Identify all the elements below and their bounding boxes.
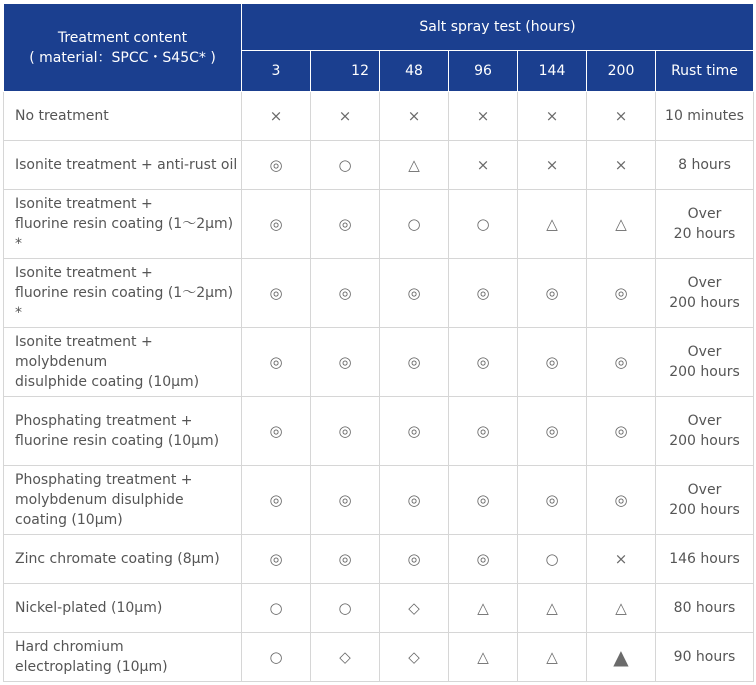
result-cell [242, 397, 311, 466]
result-symbol: ○ [338, 599, 352, 617]
result-cell [242, 141, 311, 190]
result-cell [587, 141, 656, 190]
result-symbol: ○ [269, 599, 283, 617]
result-symbol: ○ [545, 550, 559, 568]
treatment-cell [4, 259, 242, 328]
result-symbol: ◎ [269, 422, 283, 440]
result-symbol: ◎ [269, 491, 283, 509]
header-hour: 3 [242, 51, 311, 92]
rust-time-cell [656, 633, 754, 682]
result-cell [311, 141, 380, 190]
result-cell [449, 633, 518, 682]
result-symbol: × [614, 156, 628, 174]
rust-time-line: 200 hours [669, 502, 740, 518]
rust-time-cell [656, 535, 754, 584]
result-cell [518, 92, 587, 141]
result-cell [380, 141, 449, 190]
result-cell [242, 328, 311, 397]
rust-time-line: 146 hours [669, 551, 740, 567]
result-symbol: × [614, 550, 628, 568]
treatment-cell [4, 466, 242, 535]
salt-spray-table [3, 3, 754, 682]
result-symbol: ◎ [476, 353, 490, 371]
result-symbol: × [545, 156, 559, 174]
result-symbol: × [476, 107, 490, 125]
result-symbol: △ [615, 215, 627, 233]
result-cell [242, 259, 311, 328]
result-symbol: ◎ [545, 491, 559, 509]
treatment-line: electroplating (10μm) [15, 659, 168, 675]
result-symbol: ◎ [614, 284, 628, 302]
result-cell [518, 633, 587, 682]
result-cell [311, 584, 380, 633]
treatment-cell [4, 190, 242, 259]
result-symbol: ◎ [407, 422, 421, 440]
result-cell [311, 259, 380, 328]
rust-time-cell [656, 466, 754, 535]
rust-time-cell [656, 328, 754, 397]
result-cell [311, 466, 380, 535]
result-symbol: ◎ [269, 215, 283, 233]
rust-time-line: 10 minutes [665, 108, 744, 124]
result-symbol: × [545, 107, 559, 125]
result-cell [587, 584, 656, 633]
result-cell [518, 190, 587, 259]
table-row [4, 141, 754, 190]
result-cell [380, 190, 449, 259]
result-cell [380, 259, 449, 328]
result-cell [449, 397, 518, 466]
header-treatment-title: Treatment content [57, 29, 188, 46]
treatment-line: fluorine resin coating (10μm) [15, 433, 220, 449]
result-cell [449, 141, 518, 190]
table-row [4, 584, 754, 633]
rust-time-line: Over [687, 275, 722, 291]
rust-time-line: 200 hours [669, 364, 740, 380]
result-cell [518, 584, 587, 633]
result-symbol: ○ [269, 648, 283, 666]
result-symbol: ◎ [338, 353, 352, 371]
header-hour: 144 [518, 51, 587, 92]
treatment-line: Nickel-plated (10μm) [15, 600, 163, 616]
treatment-line: Zinc chromate coating (8μm) [15, 551, 220, 567]
result-symbol: × [407, 107, 421, 125]
result-symbol: ◎ [338, 491, 352, 509]
result-cell [518, 328, 587, 397]
result-cell [449, 584, 518, 633]
result-symbol: ▲ [613, 645, 629, 669]
header-treatment-material: ( material：SPCC・S45C* ) [29, 49, 216, 66]
result-symbol: × [338, 107, 352, 125]
result-cell [449, 535, 518, 584]
result-cell [311, 535, 380, 584]
treatment-line: No treatment [15, 108, 109, 124]
result-symbol: ◎ [476, 422, 490, 440]
result-cell [242, 190, 311, 259]
rust-time-line: Over [687, 206, 722, 222]
result-symbol: ○ [476, 215, 490, 233]
result-cell [311, 397, 380, 466]
result-cell [587, 466, 656, 535]
result-cell [449, 190, 518, 259]
header-salt-spray: Salt spray test (hours) [242, 4, 754, 51]
rust-time-cell [656, 397, 754, 466]
result-symbol: ◎ [545, 422, 559, 440]
result-symbol: × [614, 107, 628, 125]
rust-time-cell [656, 190, 754, 259]
result-symbol: ◎ [614, 353, 628, 371]
result-symbol: ◎ [338, 422, 352, 440]
rust-time-line: Over [687, 482, 722, 498]
rust-time-line: Over [687, 413, 722, 429]
treatment-line: molybdenum disulphide [15, 492, 184, 508]
treatment-line: Isonite treatment + [15, 265, 153, 281]
result-cell [518, 466, 587, 535]
result-cell [242, 466, 311, 535]
table-row [4, 466, 754, 535]
treatment-line: coating (10μm) [15, 512, 123, 528]
result-cell [518, 141, 587, 190]
result-cell [587, 328, 656, 397]
treatment-cell [4, 141, 242, 190]
result-symbol: △ [546, 599, 558, 617]
header-treatment-content [4, 4, 242, 92]
result-symbol: ◎ [407, 353, 421, 371]
rust-time-line: 80 hours [673, 600, 736, 616]
result-cell [380, 535, 449, 584]
result-symbol: ◎ [545, 353, 559, 371]
result-cell [380, 92, 449, 141]
treatment-line: fluorine resin coating (1～2μm) * [15, 216, 234, 252]
header-hour: 12 [311, 51, 380, 92]
result-symbol: ◇ [408, 599, 420, 617]
result-cell [311, 328, 380, 397]
rust-time-cell [656, 584, 754, 633]
result-symbol: ◎ [545, 284, 559, 302]
result-cell [380, 466, 449, 535]
result-cell [587, 259, 656, 328]
result-cell [311, 633, 380, 682]
result-symbol: △ [615, 599, 627, 617]
rust-time-line: 20 hours [673, 226, 736, 242]
treatment-line: Phosphating treatment + [15, 472, 193, 488]
result-cell [380, 633, 449, 682]
result-cell [518, 535, 587, 584]
header-rust-time: Rust time [656, 51, 754, 92]
result-cell [380, 584, 449, 633]
result-symbol: × [476, 156, 490, 174]
rust-time-cell [656, 141, 754, 190]
result-cell [311, 190, 380, 259]
treatment-cell [4, 328, 242, 397]
result-cell [587, 535, 656, 584]
result-cell [242, 633, 311, 682]
result-symbol: △ [546, 648, 558, 666]
result-symbol: ○ [407, 215, 421, 233]
result-cell [587, 397, 656, 466]
result-cell [380, 397, 449, 466]
treatment-line: fluorine resin coating (1～2μm) * [15, 285, 234, 321]
rust-time-cell [656, 259, 754, 328]
result-symbol: △ [477, 648, 489, 666]
result-symbol: △ [477, 599, 489, 617]
result-cell [587, 190, 656, 259]
result-symbol: ◎ [614, 422, 628, 440]
table-row [4, 535, 754, 584]
treatment-line: Isonite treatment + molybdenum [15, 334, 153, 370]
treatment-line: Hard chromium [15, 639, 124, 655]
header-hour: 200 [587, 51, 656, 92]
result-cell [449, 328, 518, 397]
result-symbol: ◎ [407, 550, 421, 568]
result-symbol: △ [408, 156, 420, 174]
result-cell [449, 92, 518, 141]
table-row [4, 397, 754, 466]
treatment-line: disulphide coating (10μm) [15, 374, 200, 390]
result-symbol: ◎ [338, 550, 352, 568]
rust-time-line: Over [687, 344, 722, 360]
result-symbol: ◎ [338, 284, 352, 302]
treatment-line: Isonite treatment + anti-rust oil [15, 157, 238, 173]
table-row [4, 328, 754, 397]
rust-time-line: 8 hours [678, 157, 731, 173]
header-hour: 48 [380, 51, 449, 92]
treatment-line: Isonite treatment + [15, 196, 153, 212]
result-cell [242, 535, 311, 584]
treatment-cell [4, 535, 242, 584]
result-cell [242, 92, 311, 141]
table-row [4, 259, 754, 328]
treatment-cell [4, 633, 242, 682]
treatment-cell [4, 584, 242, 633]
result-cell [380, 328, 449, 397]
treatment-line: Phosphating treatment + [15, 413, 193, 429]
rust-time-line: 200 hours [669, 295, 740, 311]
result-cell [518, 259, 587, 328]
rust-time-line: 90 hours [673, 649, 736, 665]
result-cell [518, 397, 587, 466]
result-symbol: ◎ [269, 284, 283, 302]
result-symbol: ◎ [614, 491, 628, 509]
result-symbol: ◎ [407, 491, 421, 509]
table-row [4, 92, 754, 141]
result-symbol: △ [546, 215, 558, 233]
table-row [4, 190, 754, 259]
result-symbol: ◎ [476, 491, 490, 509]
result-symbol: ○ [338, 156, 352, 174]
result-cell [449, 466, 518, 535]
rust-time-cell [656, 92, 754, 141]
treatment-cell [4, 92, 242, 141]
result-symbol: ◎ [269, 353, 283, 371]
result-cell [587, 92, 656, 141]
result-symbol: ◎ [476, 284, 490, 302]
treatment-cell [4, 397, 242, 466]
result-cell [242, 584, 311, 633]
rust-time-line: 200 hours [669, 433, 740, 449]
result-cell [311, 92, 380, 141]
result-symbol: ◇ [339, 648, 351, 666]
result-symbol: × [269, 107, 283, 125]
result-symbol: ◇ [408, 648, 420, 666]
result-symbol: ◎ [338, 215, 352, 233]
result-cell [587, 633, 656, 682]
result-symbol: ◎ [269, 550, 283, 568]
result-symbol: ◎ [476, 550, 490, 568]
table-row [4, 633, 754, 682]
result-symbol: ◎ [407, 284, 421, 302]
header-hour: 96 [449, 51, 518, 92]
result-symbol: ◎ [269, 156, 283, 174]
result-cell [449, 259, 518, 328]
